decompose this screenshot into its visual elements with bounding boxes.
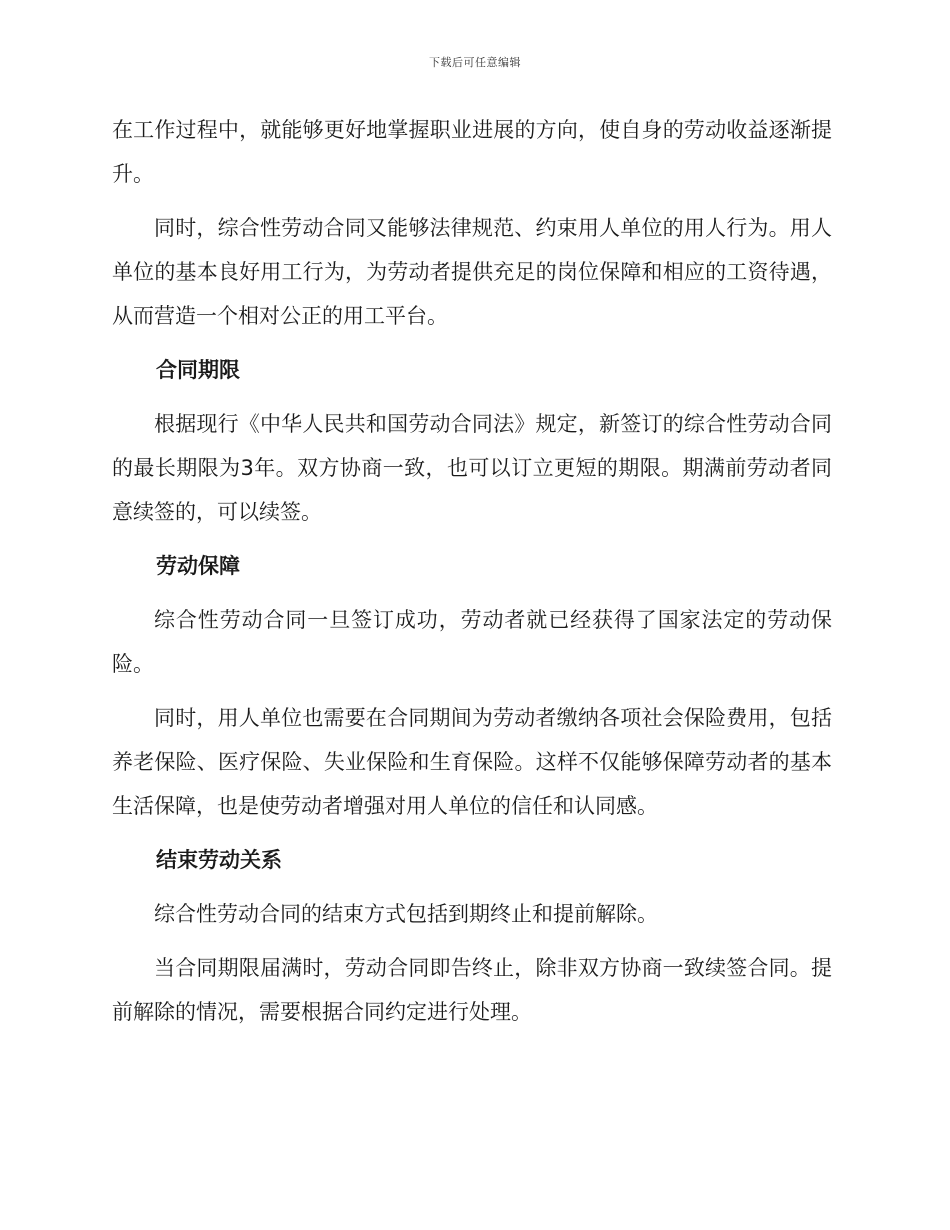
paragraph-labor-insurance: 综合性劳动合同一旦签订成功，劳动者就已经获得了国家法定的劳动保险。 bbox=[112, 608, 832, 676]
heading-labor-protection: 劳动保障 bbox=[156, 554, 240, 578]
document-body bbox=[112, 108, 832, 1044]
heading-ending-relationship: 结束劳动关系 bbox=[156, 848, 282, 872]
paragraph-career-progress: 在工作过程中，就能够更好地掌握职业进展的方向，使自身的劳动收益逐渐提升。 bbox=[112, 118, 832, 186]
paragraph-employer-regulation: 同时，综合性劳动合同又能够法律规范、约束用人单位的用人行为。用人单位的基本良好用工行为，为劳动者提供充足的岗位保障和相应的工资待遇，从而营造一个相对公正的用工平台。 bbox=[112, 216, 832, 328]
paragraph-termination: 当合同期限届满时，劳动合同即告终止，除非双方协商一致续签合同。提前解除的情况，需要根据合同约定进行处理。 bbox=[112, 956, 832, 1024]
page-header: 下载后可任意编辑 bbox=[429, 56, 521, 69]
paragraph-ending-methods: 综合性劳动合同的结束方式包括到期终止和提前解除。 bbox=[154, 902, 658, 926]
paragraph-contract-term: 根据现行《中华人民共和国劳动合同法》规定，新签订的综合性劳动合同的最长期限为3年。双方协商一致，也可以订立更短的期限。期满前劳动者同意续签的，可以续签。 bbox=[112, 412, 832, 524]
heading-contract-term: 合同期限 bbox=[156, 358, 240, 382]
paragraph-social-insurance: 同时，用人单位也需要在合同期间为劳动者缴纳各项社会保险费用，包括养老保险、医疗保险、失业保险和生育保险。这样不仅能够保障劳动者的基本生活保障，也是使劳动者增强对用人单位的信任和认同感。 bbox=[112, 706, 832, 818]
